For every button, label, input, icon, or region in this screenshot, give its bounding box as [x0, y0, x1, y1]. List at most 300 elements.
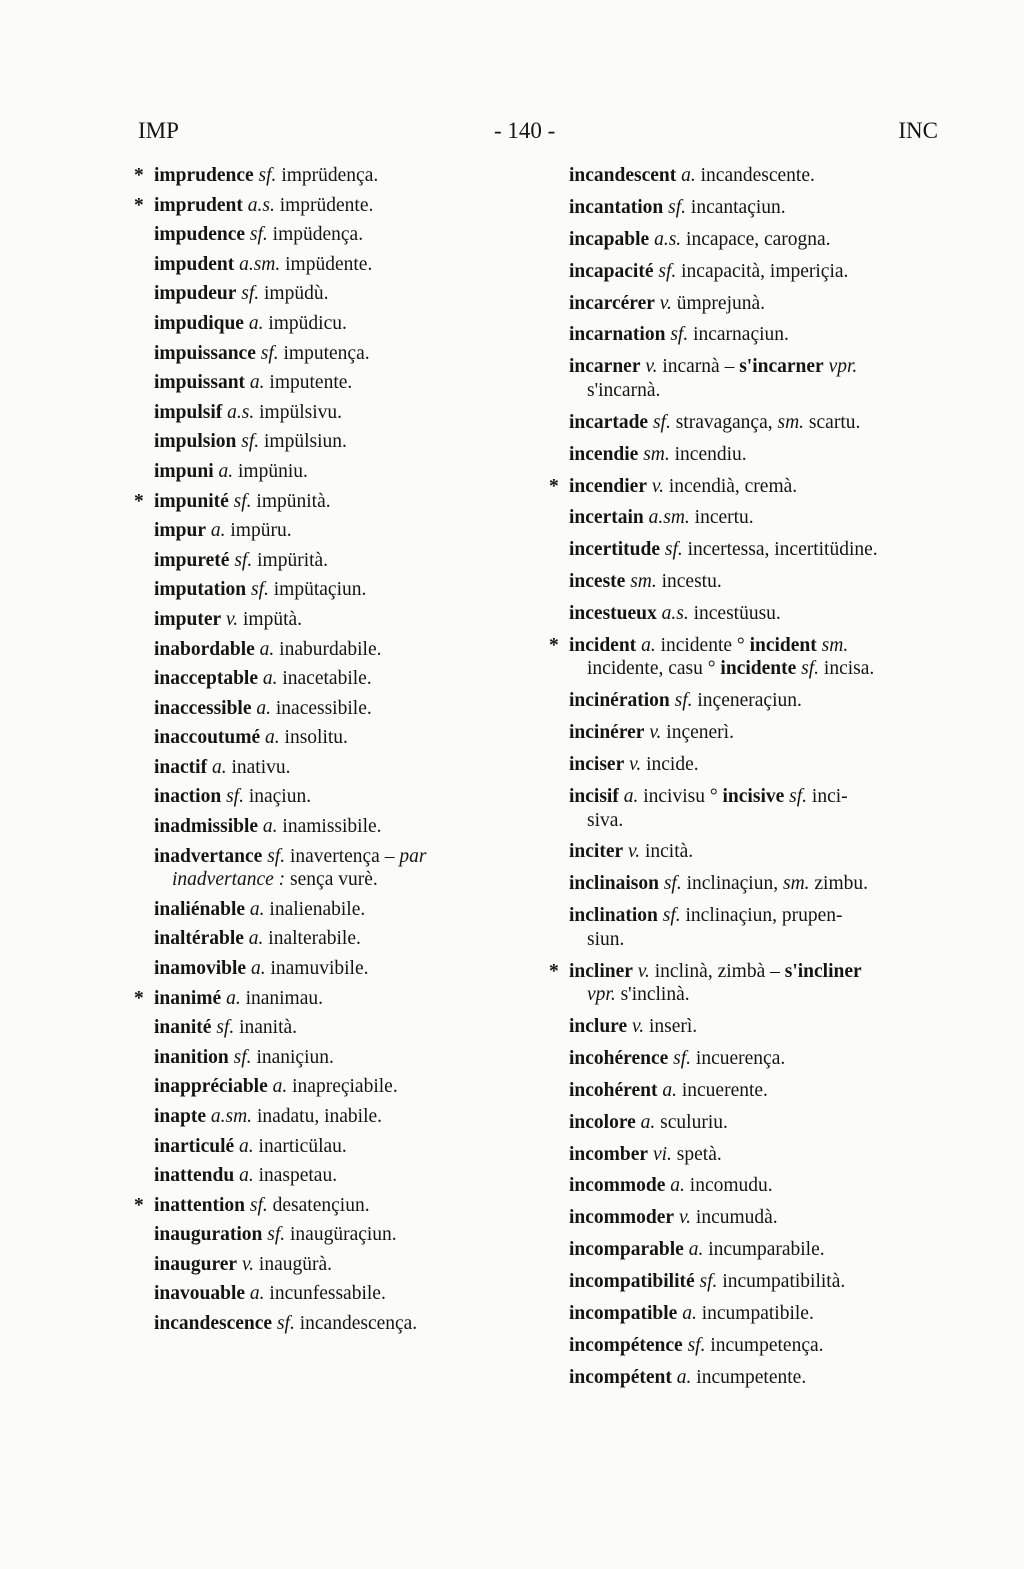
entry-translation: incantaçiun.: [690, 196, 786, 218]
entry-grammar: a.: [256, 697, 271, 719]
entry-translation-2: inci-: [811, 786, 848, 808]
dictionary-entry: [154, 667, 544, 691]
entry-translation: inaniçiun.: [256, 1046, 334, 1068]
entry-star-marker: *: [134, 490, 144, 512]
entry-headword: inciser: [569, 754, 625, 776]
entry-grammar: sf.: [673, 1047, 692, 1069]
entry-headword: impuissance: [154, 342, 256, 364]
entry-headword: inclinaison: [569, 873, 659, 895]
entry-translation: impürità.: [257, 549, 329, 571]
entry-grammar: a.: [248, 312, 264, 334]
entry-headword: impuissant: [154, 372, 246, 394]
entry-grammar: a.: [623, 786, 639, 808]
dictionary-entry: [154, 1075, 544, 1099]
entry-grammar: v.: [628, 841, 641, 863]
entry-translation: incendiu.: [674, 443, 747, 465]
dictionary-entry: [569, 1047, 939, 1071]
dictionary-entry: [569, 872, 939, 896]
entry-grammar: sm.: [643, 443, 670, 465]
entry-grammar: a.sm.: [210, 1105, 253, 1127]
entry-headword: incandescence: [154, 1313, 273, 1335]
entry-grammar: v.: [678, 1207, 692, 1229]
dictionary-entry: [154, 460, 544, 484]
entry-grammar: a.sm.: [648, 507, 690, 529]
entry-grammar: a.: [640, 1111, 656, 1133]
entry-cont-translation: siun.: [587, 928, 625, 950]
entry-grammar: a.: [218, 460, 234, 482]
entry-headword: inclination: [569, 905, 658, 927]
dictionary-entry: [569, 1111, 939, 1135]
entry-grammar: sf.: [699, 1271, 718, 1293]
entry-star-marker: *: [134, 987, 144, 1009]
entry-subheadword: s'incliner: [784, 960, 862, 982]
entry-translation: spetà.: [676, 1143, 722, 1165]
entry-translation: imputença.: [283, 342, 370, 364]
entry-translation: incuerente.: [681, 1079, 768, 1101]
entry-subheadword: incisive: [722, 786, 785, 808]
entry-grammar: a.: [262, 816, 278, 838]
header-left-guideword: IMP: [138, 118, 179, 143]
dictionary-entry: [569, 1302, 939, 1326]
entry-grammar: a.: [670, 1175, 685, 1197]
header-right-guideword: INC: [898, 118, 938, 143]
entry-grammar: v.: [651, 475, 664, 497]
entry-grammar: a.: [211, 756, 227, 778]
entry-headword: imprudent: [154, 194, 243, 216]
entry-headword: imprudence: [154, 165, 254, 186]
entry-grammar: sf.: [233, 1046, 252, 1068]
entry-headword: incolore: [569, 1111, 636, 1133]
entry-grammar: v.: [637, 960, 650, 982]
page-number: - 140 -: [494, 118, 556, 143]
entry-headword: inattendu: [154, 1165, 235, 1187]
dictionary-entry: [569, 506, 939, 530]
dictionary-entry: [154, 371, 544, 395]
entry-translation: incertu.: [694, 507, 754, 529]
dictionary-entry: [154, 815, 544, 839]
entry-translation: inadatu, inabile.: [256, 1105, 383, 1127]
entry-translation: incivisu °: [643, 786, 718, 808]
dictionary-entry: [569, 1079, 939, 1103]
entry-headword: inaccoutumé: [154, 727, 261, 749]
dictionary-entry: [154, 1105, 544, 1129]
entry-headword: incartade: [569, 411, 649, 433]
dictionary-entry: [569, 904, 939, 951]
entry-grammar: sf.: [674, 690, 693, 712]
dictionary-entry: [569, 355, 939, 402]
page-header: [138, 118, 938, 148]
dictionary-entry: [154, 927, 544, 951]
entry-headword: inabordable: [154, 638, 255, 660]
entry-grammar: a.: [249, 1283, 265, 1305]
entry-translation: inaspetau.: [258, 1165, 338, 1187]
entry-headword: incliner: [569, 960, 633, 982]
entry-headword: incarner: [569, 356, 641, 378]
dictionary-entry: [569, 785, 939, 832]
entry-headword: inclure: [569, 1015, 628, 1037]
dictionary-entry: [569, 840, 939, 864]
dictionary-entry: [569, 292, 939, 316]
entry-cont-translation-2: incisa.: [823, 658, 875, 680]
entry-translation: incunfessabile.: [269, 1283, 386, 1305]
entry-grammar: sm.: [630, 571, 657, 593]
entry-translation: inaugürà.: [258, 1253, 333, 1275]
entry-translation: inclinaçiun, prupen-: [685, 905, 843, 927]
entry-grammar: sf.: [663, 873, 682, 895]
dictionary-entry: [569, 570, 939, 594]
entry-grammar: sf.: [652, 411, 671, 433]
entry-translation: inarticülau.: [258, 1135, 347, 1157]
entry-translation: inavertença –: [289, 845, 395, 867]
entry-continuation: [569, 379, 939, 403]
dictionary-entry: [154, 898, 544, 922]
entry-cont-grammar: sf.: [801, 658, 820, 680]
dictionary-entry: [154, 1282, 544, 1306]
dictionary-entry: [569, 260, 939, 284]
entry-grammar: sf.: [216, 1017, 235, 1039]
dictionary-entry: [569, 1270, 939, 1294]
entry-grammar: sf.: [658, 260, 677, 282]
entry-grammar: sf.: [260, 342, 279, 364]
dictionary-entry: [154, 1046, 544, 1070]
entry-translation: incumparabile.: [708, 1239, 825, 1261]
entry-translation-2: zimbu.: [814, 873, 869, 895]
entry-headword: impureté: [154, 549, 230, 571]
entry-translation: inaugüraçiun.: [290, 1224, 397, 1246]
dictionary-entry: [154, 549, 544, 573]
entry-translation: incarnà –: [662, 356, 735, 378]
entry-headword: incompétence: [569, 1334, 683, 1356]
entry-headword: incandescent: [569, 165, 677, 186]
entry-translation: incidente °: [660, 634, 745, 656]
entry-translation: incumpatibile.: [701, 1303, 814, 1324]
entry-translation: impüdente.: [285, 253, 373, 275]
entry-grammar: sf.: [668, 196, 687, 218]
dictionary-entry: [154, 845, 544, 892]
entry-headword: incommode: [569, 1175, 666, 1197]
entry-translation: inclinà, zimbà –: [654, 960, 780, 982]
entry-translation: impülsivu.: [259, 401, 343, 423]
entry-grammar: a.: [641, 634, 656, 656]
dictionary-entry: [154, 608, 544, 632]
entry-grammar: sf.: [249, 1194, 268, 1216]
entry-grammar: a.: [272, 1076, 288, 1098]
entry-grammar: a.: [239, 1135, 254, 1157]
entry-translation: inclinaçiun,: [686, 873, 779, 895]
entry-cont-translation: s'inclinà.: [620, 984, 690, 1006]
entry-headword: inanition: [154, 1046, 229, 1068]
entry-grammar: v.: [659, 292, 672, 314]
entry-headword: impudeur: [154, 283, 237, 305]
dictionary-entry: [154, 638, 544, 662]
entry-grammar-2: sf.: [789, 786, 808, 808]
entry-grammar: a.: [662, 1079, 677, 1101]
entry-headword: incarnation: [569, 324, 666, 346]
dictionary-entry: [134, 194, 544, 218]
entry-translation: inamissibile.: [282, 816, 382, 838]
entry-grammar-2: sm.: [777, 411, 805, 433]
entry-headword: inarticulé: [154, 1135, 235, 1157]
entry-headword: incohérent: [569, 1079, 658, 1101]
entry-headword: incapable: [569, 228, 650, 250]
dictionary-entry: [549, 475, 939, 499]
dictionary-entry: [569, 1366, 939, 1390]
entry-grammar: a.: [265, 727, 280, 749]
entry-grammar: a.s.: [247, 194, 275, 216]
entry-translation: incuerença.: [695, 1047, 786, 1069]
entry-star-marker: *: [134, 1194, 144, 1216]
entry-translation: inalterabile.: [268, 928, 361, 950]
dictionary-entry: [154, 342, 544, 366]
entry-translation: stravagança,: [675, 411, 773, 433]
right-column: [549, 164, 939, 1398]
entry-headword: inamovible: [154, 957, 247, 979]
entry-headword: incompatibilité: [569, 1271, 695, 1293]
entry-translation: inamuvibile.: [270, 957, 369, 979]
entry-grammar: vi.: [652, 1143, 672, 1165]
entry-translation: incestüusu.: [693, 603, 781, 625]
entry-subheadword: incident: [749, 634, 817, 656]
dictionary-entry: [569, 323, 939, 347]
entry-headword: impudent: [154, 253, 235, 275]
dictionary-entry: [154, 1223, 544, 1247]
dictionary-entry: [569, 753, 939, 777]
entry-grammar: sf.: [249, 224, 268, 246]
entry-translation: impünità.: [256, 490, 331, 512]
entry-continuation: [569, 809, 939, 833]
entry-cont-grammar: inadvertance :: [172, 869, 286, 891]
entry-grammar: a.: [250, 957, 266, 979]
entry-translation: inçeneraçiun.: [697, 690, 802, 712]
entry-grammar: sf.: [664, 539, 683, 561]
entry-grammar: a.: [249, 372, 265, 394]
entry-grammar: sf.: [670, 324, 689, 346]
entry-grammar: a.: [239, 1165, 254, 1187]
dictionary-entry: [134, 164, 544, 188]
entry-grammar: a.s.: [661, 603, 689, 625]
entry-translation: incapace, carogna.: [686, 228, 831, 250]
entry-translation: sculuriu.: [660, 1111, 728, 1133]
entry-subheadword: s'incarner: [739, 356, 824, 378]
entry-translation: incendià, cremà.: [668, 475, 798, 497]
dictionary-entry: [569, 602, 939, 626]
entry-grammar-2: par: [399, 845, 427, 867]
entry-continuation: [569, 983, 939, 1007]
entry-translation: incumpetença.: [710, 1334, 824, 1356]
dictionary-entry: [569, 538, 939, 562]
dictionary-entry: [154, 519, 544, 543]
entry-translation: inaburdabile.: [279, 638, 382, 660]
entry-grammar: v.: [226, 608, 239, 630]
entry-cont-grammar: vpr.: [587, 984, 616, 1006]
entry-grammar: a.: [259, 638, 275, 660]
entry-grammar: a.: [248, 928, 264, 950]
dictionary-entry: [569, 1238, 939, 1262]
entry-headword: incertain: [569, 507, 644, 529]
entry-star-marker: *: [134, 194, 144, 216]
entry-translation: ümprejunà.: [676, 292, 766, 314]
entry-headword: imputation: [154, 579, 247, 601]
dictionary-entry: [569, 721, 939, 745]
entry-star-marker: *: [134, 165, 144, 186]
entry-headword: incertitude: [569, 539, 660, 561]
dictionary-entry: [154, 957, 544, 981]
entry-grammar: a.: [249, 898, 265, 920]
entry-continuation: [569, 928, 939, 952]
entry-translation: inacessibile.: [275, 697, 372, 719]
entry-translation: insolitu.: [284, 727, 348, 749]
entry-translation: desatençiun.: [272, 1194, 370, 1216]
entry-grammar: sf.: [687, 1334, 706, 1356]
entry-headword: inaugurer: [154, 1253, 238, 1275]
entry-headword: incident: [569, 634, 637, 656]
entry-headword: incommoder: [569, 1207, 675, 1229]
entry-headword: incinération: [569, 690, 670, 712]
entry-grammar: v.: [649, 722, 662, 744]
dictionary-entry: [154, 430, 544, 454]
entry-translation: inalienabile.: [269, 898, 366, 920]
entry-grammar: v.: [632, 1015, 645, 1037]
entry-translation: incide.: [646, 754, 699, 776]
dictionary-entry: [154, 253, 544, 277]
entry-translation: inserì.: [648, 1015, 698, 1037]
entry-grammar: v.: [629, 754, 642, 776]
entry-headword: incestueux: [569, 603, 657, 625]
entry-grammar: a.sm.: [239, 253, 281, 275]
entry-translation: impüdença.: [272, 224, 364, 246]
entry-translation: incandescença.: [299, 1313, 418, 1335]
entry-grammar: a.: [210, 520, 226, 542]
entry-headword: inciter: [569, 841, 624, 863]
dictionary-entry: [154, 726, 544, 750]
entry-grammar: sf.: [662, 905, 681, 927]
dictionary-entry: [154, 223, 544, 247]
entry-grammar: a.: [681, 165, 696, 186]
entry-translation: impüniu.: [238, 460, 308, 482]
entry-translation: inanità.: [239, 1017, 298, 1039]
entry-headword: inappréciable: [154, 1076, 268, 1098]
entry-translation: inçenerì.: [666, 722, 734, 744]
entry-grammar: sf.: [241, 431, 260, 453]
entry-headword: incendier: [569, 475, 647, 497]
entry-translation: incità.: [644, 841, 694, 863]
dictionary-entry: [154, 401, 544, 425]
entry-translation: impütaçiun.: [273, 579, 367, 601]
entry-grammar: sf.: [250, 579, 269, 601]
entry-headword: inacceptable: [154, 668, 258, 690]
entry-grammar: sf.: [267, 1224, 286, 1246]
entry-headword: incendie: [569, 443, 639, 465]
dictionary-entry: [569, 228, 939, 252]
entry-grammar-2: sm.: [821, 634, 849, 656]
entry-star-marker: *: [549, 634, 559, 656]
entry-translation: imprüdença.: [281, 165, 379, 186]
dictionary-entry: [569, 1015, 939, 1039]
entry-grammar-2: sm.: [782, 873, 810, 895]
entry-headword: inanité: [154, 1017, 212, 1039]
entry-headword: inauguration: [154, 1224, 263, 1246]
entry-headword: incompatible: [569, 1303, 678, 1324]
dictionary-entry: [569, 1334, 939, 1358]
left-column: [134, 164, 544, 1342]
entry-translation: impütà.: [243, 608, 303, 630]
entry-grammar-2: vpr.: [828, 356, 858, 378]
entry-cont-translation: s'incarnà.: [587, 379, 661, 401]
entry-translation: incomudu.: [689, 1175, 773, 1197]
entry-continuation: [569, 657, 939, 681]
entry-translation: impülsiun.: [264, 431, 347, 453]
dictionary-entry: [154, 1135, 544, 1159]
entry-headword: impuni: [154, 460, 214, 482]
entry-headword: inaliénable: [154, 898, 246, 920]
entry-grammar: a.s.: [654, 228, 682, 250]
entry-headword: impunité: [154, 490, 229, 512]
entry-headword: inaccessible: [154, 697, 252, 719]
entry-grammar: v.: [645, 356, 658, 378]
dictionary-entry: [569, 1143, 939, 1167]
dictionary-entry: [154, 756, 544, 780]
entry-star-marker: *: [549, 960, 559, 982]
entry-headword: inadvertance: [154, 845, 263, 867]
dictionary-entry: [569, 164, 939, 188]
entry-headword: incantation: [569, 196, 664, 218]
entry-headword: inapte: [154, 1105, 207, 1127]
entry-translation-2: scartu.: [808, 411, 861, 433]
entry-headword: inattention: [154, 1194, 246, 1216]
entry-headword: incomber: [569, 1143, 649, 1165]
entry-translation: inacetabile.: [282, 668, 372, 690]
entry-headword: incohérence: [569, 1047, 669, 1069]
entry-grammar: sf.: [267, 845, 286, 867]
entry-translation: impüru.: [230, 520, 292, 542]
entry-translation: incertessa, incertitüdine.: [687, 539, 878, 561]
entry-translation: incestu.: [661, 571, 722, 593]
dictionary-entry: [134, 1194, 544, 1218]
entry-headword: inaltérable: [154, 928, 244, 950]
entry-headword: inadmissible: [154, 816, 259, 838]
entry-grammar: a.: [262, 668, 278, 690]
dictionary-entry: [154, 578, 544, 602]
entry-grammar: sf.: [233, 490, 252, 512]
entry-star-marker: *: [549, 475, 559, 497]
entry-translation: imputente.: [269, 372, 353, 394]
entry-translation: incumpetente.: [696, 1366, 807, 1388]
entry-translation: incapacità, imperiçia.: [681, 260, 849, 282]
entry-headword: incompétent: [569, 1366, 672, 1388]
entry-headword: inactif: [154, 756, 208, 778]
entry-cont-translation: sença vurè.: [290, 869, 378, 891]
entry-headword: impudence: [154, 224, 246, 246]
entry-translation: inanimau.: [245, 987, 324, 1009]
entry-grammar: a.: [688, 1239, 704, 1261]
dictionary-entry: [154, 1164, 544, 1188]
dictionary-entry: [549, 634, 939, 681]
dictionary-entry: [154, 312, 544, 336]
dictionary-entry: [134, 490, 544, 514]
entry-translation: inapreçiabile.: [292, 1076, 398, 1098]
entry-grammar: a.: [676, 1366, 692, 1388]
entry-headword: imputer: [154, 608, 222, 630]
entry-cont-headword: incidente: [720, 658, 797, 680]
entry-grammar: v.: [241, 1253, 255, 1275]
entry-grammar: a.: [226, 987, 241, 1009]
entry-headword: impulsion: [154, 431, 237, 453]
entry-grammar: sf.: [234, 549, 253, 571]
entry-cont-translation: incidente, casu °: [587, 658, 716, 680]
entry-grammar: sf.: [241, 283, 260, 305]
entry-grammar: sf.: [276, 1313, 295, 1335]
dictionary-entry: [154, 282, 544, 306]
